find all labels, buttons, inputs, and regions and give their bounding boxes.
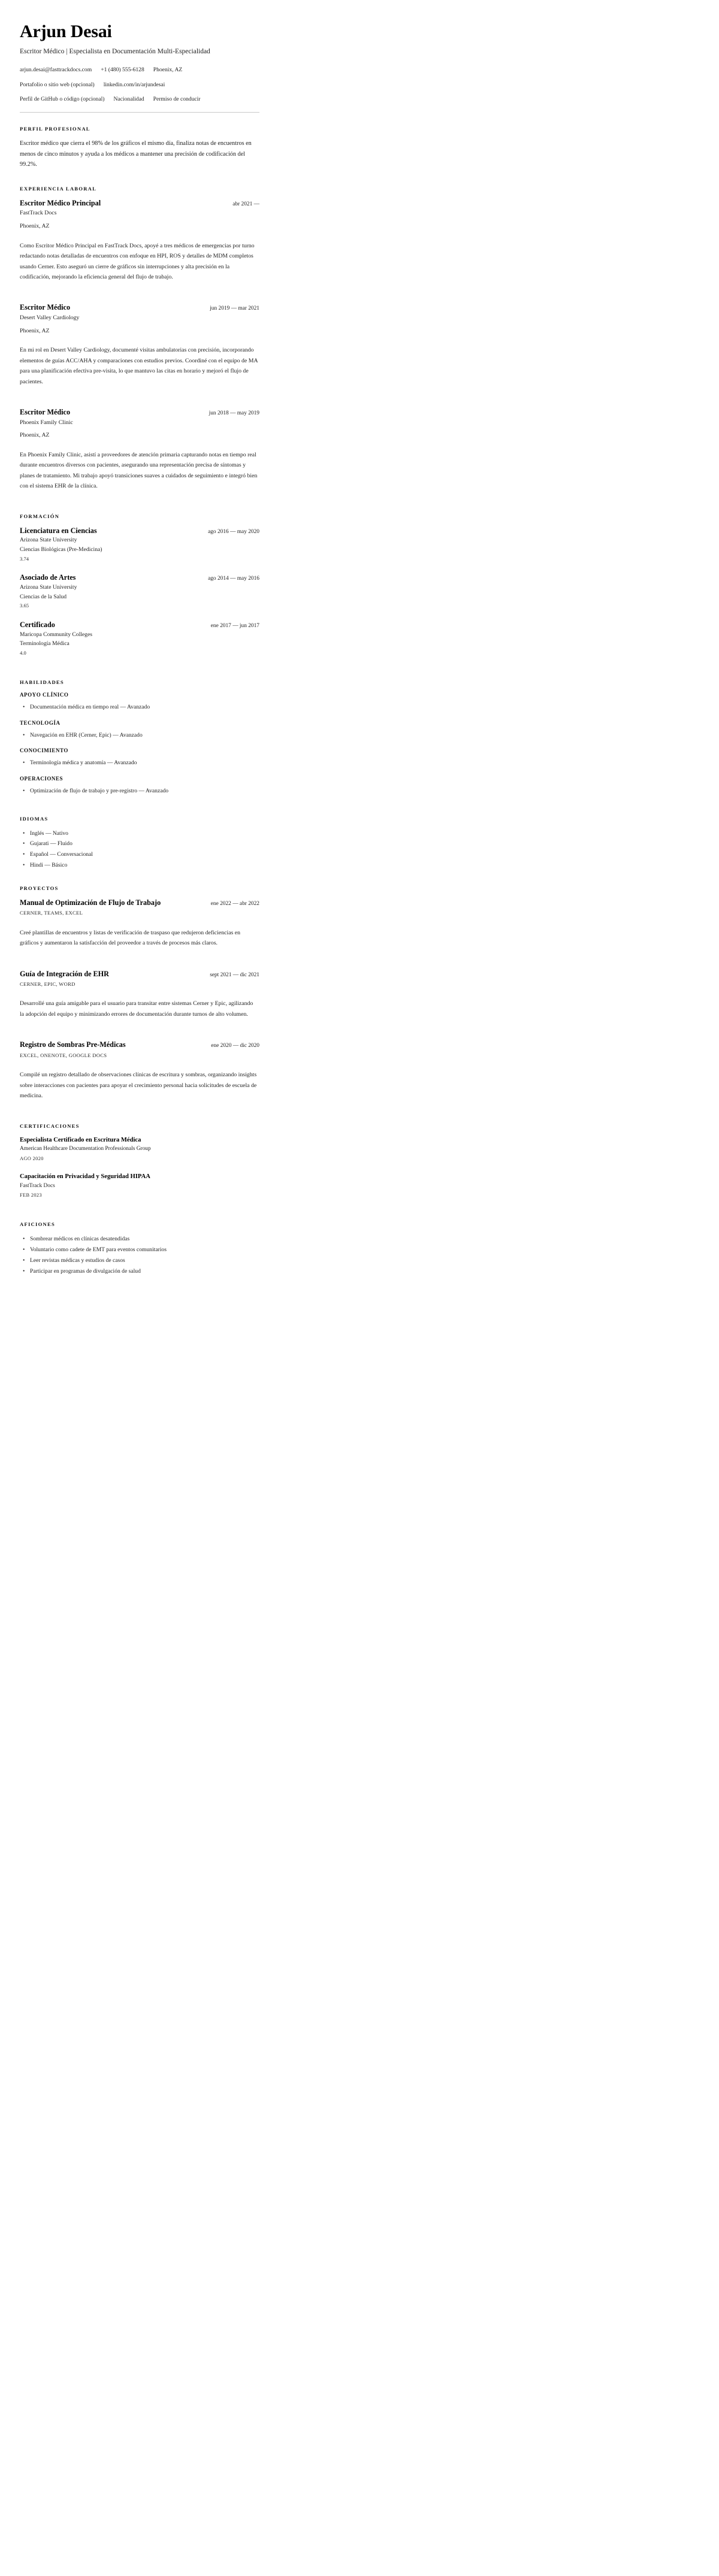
project-entry-head: [20, 969, 259, 979]
experience-title: Escritor Médico: [20, 303, 71, 312]
skill-item-list: [20, 758, 259, 768]
project-date: ene 2020 — dic 2020: [211, 1043, 259, 1049]
experience-organization: Desert Valley Cardiology: [20, 314, 80, 321]
education-degree: Licenciatura en Ciencias: [20, 526, 97, 535]
skill-group-title: CONOCIMIENTO: [20, 747, 68, 754]
certification-issuer: FastTrack Docs: [20, 1183, 55, 1189]
education-entry: [20, 573, 259, 610]
section-projects: [20, 885, 259, 1101]
contact-linkedin[interactable]: linkedin.com/in/arjundesai: [103, 81, 165, 88]
contact-row-1: [20, 66, 259, 74]
education-entry-head: [20, 573, 259, 582]
candidate-name: Arjun Desai: [20, 22, 112, 41]
certification-date: AGO 2020: [20, 1155, 44, 1161]
experience-location: Phoenix, AZ: [20, 223, 50, 230]
skill-group-title: APOYO CLÍNICO: [20, 691, 69, 698]
skill-group: [20, 747, 259, 768]
section-title-experience: EXPERIENCIA LABORAL: [20, 185, 97, 192]
section-profile: [20, 126, 259, 170]
contact-nationality: Nacionalidad: [113, 95, 144, 102]
entry-spacer: [20, 958, 259, 969]
contact-location: Phoenix, AZ: [153, 66, 183, 74]
education-school: Maricopa Community Colleges: [20, 631, 92, 638]
contact-row-2: [20, 81, 259, 89]
experience-organization: FastTrack Docs: [20, 210, 57, 217]
certification-date: FEB 2023: [20, 1192, 43, 1198]
section-skills: [20, 679, 259, 797]
project-entry: [20, 1040, 259, 1101]
section-title-hobbies: AFICIONES: [20, 1221, 56, 1228]
experience-description: Como Escritor Médico Principal en FastTrack Docs, apoyé a tres médicos de emergencias por turno redactando notas detalladas de encuentros con enfoque en HPI, ROS y detalles de MDM completos usando Cerner. Esto aseguró un cierre de gráficos sin interrupciones y alta precisión en la codificación, mejorando la eficiencia general del flujo de trabajo.: [20, 242, 255, 281]
header-divider: [20, 112, 259, 113]
hobbies-list: [20, 1234, 259, 1276]
experience-description: En mi rol en Desert Valley Cardiology, documenté visitas ambulatorias con precisión, incorporando elementos de guías ACC/AHA y comparaciones con estudios previos. Coordiné con el equipo de MA para una planificación efectiva pre-visita, lo que mantuvo las citas en horario y mejoró el flujo de pacientes.: [20, 347, 258, 385]
certifications-list: [20, 1136, 259, 1201]
contact-github[interactable]: Perfil de GitHub o código (opcional): [20, 95, 105, 102]
education-field: Ciencias Biológicas (Pre-Medicina): [20, 546, 102, 553]
education-list: [20, 526, 259, 658]
project-entry-head: [20, 898, 259, 907]
skill-group: [20, 776, 259, 797]
project-title: Registro de Sombras Pre-Médicas: [20, 1040, 126, 1049]
skill-group-title: TECNOLOGÍA: [20, 719, 61, 726]
education-degree: Asociado de Artes: [20, 573, 76, 582]
section-certifications: [20, 1123, 259, 1201]
project-title: Manual de Optimización de Flujo de Trabajo: [20, 898, 161, 907]
skill-group-title: OPERACIONES: [20, 776, 64, 782]
skills-list: [20, 692, 259, 797]
skill-group: [20, 692, 259, 713]
candidate-headline: Escritor Médico | Especialista en Documentación Multi-Especialidad: [20, 47, 210, 55]
section-title-profile: PERFIL PROFESIONAL: [20, 126, 90, 132]
experience-entry: [20, 302, 259, 387]
resume-sheet: [0, 0, 259, 1276]
education-entry: [20, 620, 259, 658]
section-title-certifications: CERTIFICACIONES: [20, 1122, 80, 1129]
skill-item: • Navegación en EHR (Cerner, Epic) — Avanzado: [30, 730, 259, 741]
project-description: Compilé un registro detallado de observaciones clínicas de escritura y sombras, organizando insights sobre interacciones con pacientes para apoyar el crecimiento personal hacia solicitudes de escuela de medicina.: [20, 1071, 257, 1100]
experience-entry: [20, 198, 259, 283]
project-entry: [20, 969, 259, 1020]
experience-description: En Phoenix Family Clinic, asistí a proveedores de atención primaria capturando notas en tiempo real durante encuentros diversos con pacientes, asegurando una representación precisa de síntomas y planes de tratamiento. Mi trabajo apoyó transiciones suaves a cuidados de seguimiento e integró bien con el sistema EHR de la clínica.: [20, 451, 258, 490]
profile-text: Escritor médico que cierra el 98% de los gráficos el mismo día, finaliza notas de encuentros en menos de cinco minutos y ayuda a los médicos a mantener una precisión de codificación del 99.2%.: [20, 140, 252, 168]
project-entry: [20, 898, 259, 949]
education-date: ago 2014 — may 2016: [208, 576, 259, 582]
skill-item-list: [20, 730, 259, 741]
experience-list: [20, 198, 259, 492]
language-item: • Inglés — Nativo: [30, 828, 259, 839]
certification-name: Capacitación en Privacidad y Seguridad HIPAA: [20, 1173, 150, 1180]
project-entry-head: [20, 1040, 259, 1049]
experience-organization: Phoenix Family Clinic: [20, 419, 73, 426]
experience-entry-head: [20, 407, 259, 417]
hobby-item: • Leer revistas médicas y estudios de casos: [30, 1255, 259, 1266]
experience-title: Escritor Médico: [20, 408, 71, 417]
experience-entry: [20, 407, 259, 492]
certification-name: Especialista Certificado en Escritura Médica: [20, 1136, 141, 1143]
education-entry: [20, 526, 259, 564]
education-school: Arizona State University: [20, 583, 77, 591]
education-date: ene 2017 — jun 2017: [210, 623, 259, 629]
entry-spacer: [20, 396, 259, 407]
skill-item-list: [20, 786, 259, 797]
certification-issuer: American Healthcare Documentation Professionals Group: [20, 1146, 151, 1152]
project-technologies: EXCEL, ONENOTE, GOOGLE DOCS: [20, 1052, 107, 1058]
project-description: Desarrollé una guía amigable para el usuario para transitar entre sistemas Cerner y Epic, agilizando la adopción del equipo y minimizando errores de documentación durante turnos de alto volumen.: [20, 1000, 253, 1018]
language-item: • Gujarati — Fluido: [30, 839, 259, 849]
project-technologies: CERNER, TEAMS, EXCEL: [20, 910, 83, 916]
section-title-languages: IDIOMAS: [20, 815, 49, 822]
project-date: sept 2021 — dic 2021: [210, 971, 259, 978]
education-date: ago 2016 — may 2020: [208, 528, 259, 535]
experience-date: jun 2019 — mar 2021: [210, 305, 259, 312]
language-item: • Español — Conversacional: [30, 849, 259, 860]
education-degree: Certificado: [20, 620, 55, 629]
skill-item: • Documentación médica en tiempo real — Avanzado: [30, 702, 259, 713]
education-entry-head: [20, 526, 259, 535]
education-school: Arizona State University: [20, 537, 77, 544]
certification-entry: [20, 1136, 259, 1164]
contact-phone[interactable]: +1 (480) 555-6128: [101, 66, 144, 74]
contact-row-3: [20, 95, 259, 104]
contact-driving-licence: Permiso de conducir: [153, 95, 201, 102]
education-field: Terminología Médica: [20, 640, 70, 647]
education-gpa: 4.0: [20, 650, 26, 656]
education-gpa: 3.65: [20, 603, 29, 609]
contact-email[interactable]: arjun.desai@fasttrackdocs.com: [20, 66, 92, 74]
section-languages: [20, 816, 259, 871]
experience-date: abr 2021 —: [232, 201, 259, 207]
education-gpa: 3.74: [20, 555, 29, 562]
project-date: ene 2022 — abr 2022: [210, 900, 259, 907]
entry-spacer: [20, 292, 259, 302]
certification-entry: [20, 1172, 259, 1200]
experience-entry-head: [20, 302, 259, 312]
skill-item: • Optimización de flujo de trabajo y pre-registro — Avanzado: [30, 786, 259, 797]
section-title-education: FORMACIÓN: [20, 513, 60, 519]
experience-location: Phoenix, AZ: [20, 432, 50, 439]
hobby-item: • Participar en programas de divulgación de salud: [30, 1266, 259, 1277]
education-entry-head: [20, 620, 259, 629]
hobby-item: • Voluntario como cadete de EMT para eventos comunitarios: [30, 1245, 259, 1255]
section-hobbies: [20, 1221, 259, 1276]
resume-header: [20, 22, 259, 104]
entry-spacer: [20, 1029, 259, 1040]
project-technologies: CERNER, EPIC, WORD: [20, 980, 75, 987]
contact-portfolio[interactable]: Portafolio o sitio web (opcional): [20, 81, 95, 88]
section-experience: [20, 186, 259, 492]
skill-item-list: [20, 702, 259, 713]
experience-date: jun 2018 — may 2019: [209, 410, 259, 417]
section-title-skills: HABILIDADES: [20, 679, 64, 685]
skill-item: • Terminología médica y anatomía — Avanzado: [30, 758, 259, 768]
languages-list: [20, 828, 259, 871]
section-education: [20, 513, 259, 658]
projects-list: [20, 898, 259, 1101]
hobby-item: • Sombrear médicos en clínicas desatendidas: [30, 1234, 259, 1245]
experience-location: Phoenix, AZ: [20, 327, 50, 334]
education-field: Ciencias de la Salud: [20, 593, 67, 600]
project-title: Guía de Integración de EHR: [20, 969, 109, 978]
section-title-projects: PROYECTOS: [20, 885, 59, 891]
experience-entry-head: [20, 198, 259, 208]
language-item: • Hindi — Básico: [30, 860, 259, 871]
experience-title: Escritor Médico Principal: [20, 198, 101, 207]
skill-group: [20, 720, 259, 741]
project-description: Creé plantillas de encuentros y listas de verificación de traspaso que redujeron deficiencias en gráficos y aumentaron la satisfacción del proveedor a través de procesos más claros.: [20, 929, 241, 947]
